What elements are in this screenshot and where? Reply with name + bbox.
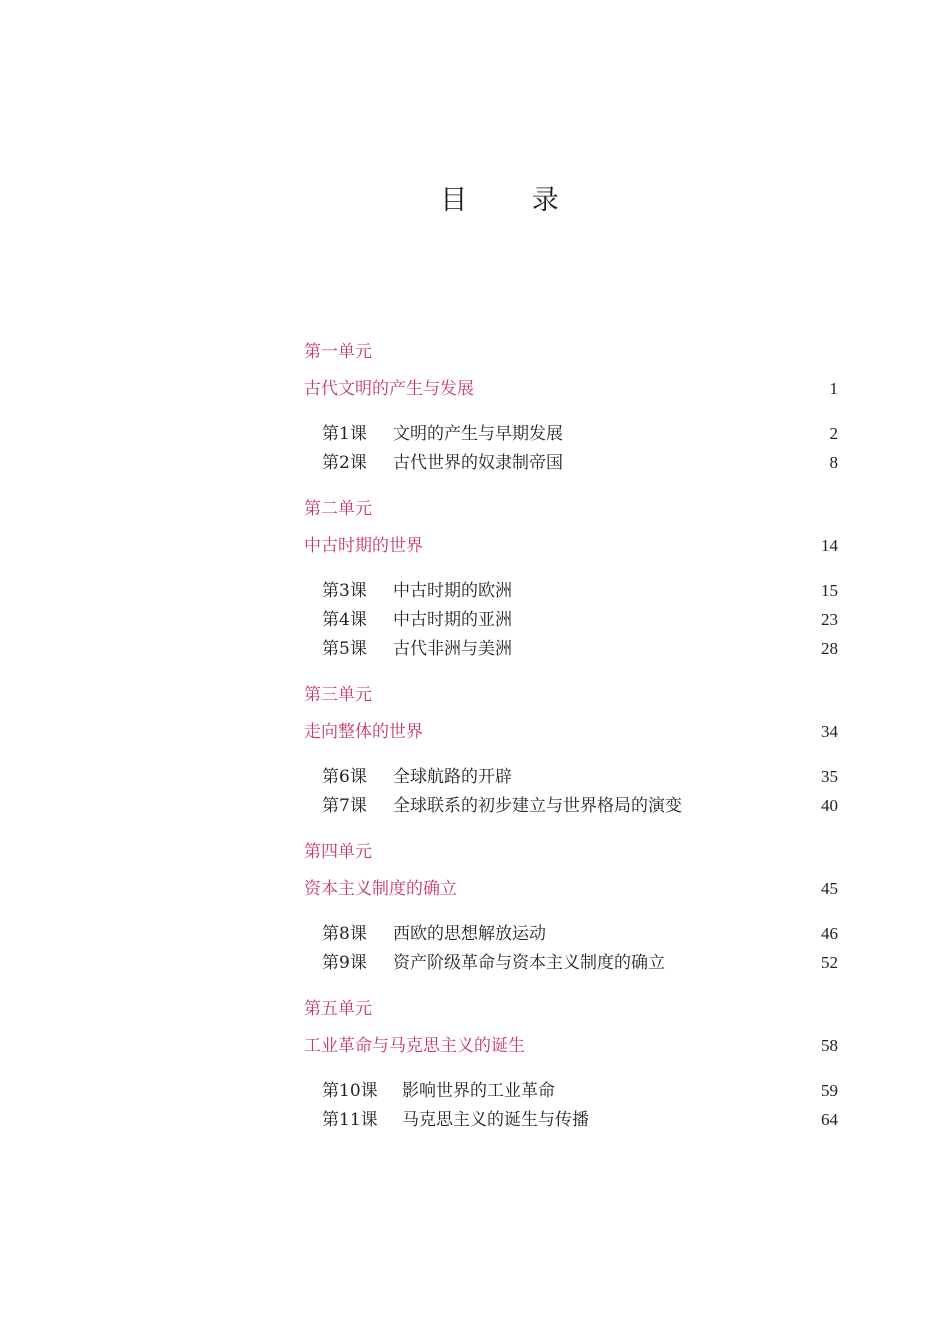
unit-title: 走向整体的世界 [304,722,423,742]
table-of-contents [304,340,838,1154]
lesson-number: 第4课 [322,610,367,630]
lesson-page-number: 28 [821,639,838,658]
unit-3 [304,683,838,820]
lesson-number: 第6课 [322,767,367,787]
lesson-number: 第11课 [322,1110,378,1130]
lesson-row[interactable] [304,791,838,820]
lesson-title: 西欧的思想解放运动 [393,924,546,944]
lesson-title: 古代非洲与美洲 [393,639,512,659]
unit-heading-row[interactable] [304,719,838,744]
unit-page-number: 1 [829,379,838,398]
lesson-row[interactable] [304,576,838,605]
lesson-page-number: 2 [829,424,838,443]
lesson-title: 资产阶级革命与资本主义制度的确立 [393,953,665,973]
lesson-number: 第9课 [322,953,367,973]
lesson-title: 中古时期的欧洲 [393,581,512,601]
lesson-row[interactable] [304,634,838,663]
unit-page-number: 45 [821,879,838,898]
unit-title: 中古时期的世界 [304,536,423,556]
lesson-title: 古代世界的奴隶制帝国 [393,453,563,473]
unit-label: 第三单元 [304,685,372,705]
lesson-row[interactable] [304,1076,838,1105]
lesson-page-number: 40 [821,796,838,815]
lesson-title: 全球航路的开辟 [393,767,512,787]
lesson-page-number: 35 [821,767,838,786]
unit-heading-row[interactable] [304,876,838,901]
lesson-title: 中古时期的亚洲 [393,610,512,630]
unit-label: 第四单元 [304,842,372,862]
unit-2 [304,497,838,663]
lesson-number: 第7课 [322,796,367,816]
lesson-page-number: 46 [821,924,838,943]
lesson-number: 第8课 [322,924,367,944]
unit-heading-row[interactable] [304,376,838,401]
unit-title: 古代文明的产生与发展 [304,379,474,399]
lesson-row[interactable] [304,605,838,634]
lesson-title: 文明的产生与早期发展 [393,424,563,444]
page-title: 目 录 [440,185,587,216]
lesson-page-number: 15 [821,581,838,600]
unit-heading-row[interactable] [304,533,838,558]
lesson-page-number: 8 [829,453,838,472]
unit-page-number: 58 [821,1036,838,1055]
lesson-page-number: 23 [821,610,838,629]
unit-page-number: 34 [821,722,838,741]
lesson-row[interactable] [304,762,838,791]
lesson-title: 全球联系的初步建立与世界格局的演变 [393,796,682,816]
unit-label: 第二单元 [304,499,372,519]
unit-heading-row[interactable] [304,1033,838,1058]
lesson-number: 第3课 [322,581,367,601]
lesson-number: 第10课 [322,1081,378,1101]
lesson-number: 第5课 [322,639,367,659]
unit-title: 工业革命与马克思主义的诞生 [304,1036,525,1056]
lesson-row[interactable] [304,419,838,448]
lesson-number: 第1课 [322,424,367,444]
lesson-number: 第2课 [322,453,367,473]
lesson-title: 影响世界的工业革命 [402,1081,555,1101]
lesson-page-number: 64 [821,1110,838,1129]
unit-4 [304,840,838,977]
unit-title: 资本主义制度的确立 [304,879,457,899]
lesson-page-number: 59 [821,1081,838,1100]
unit-1 [304,340,838,477]
lesson-row[interactable] [304,948,838,977]
unit-page-number: 14 [821,536,838,555]
unit-5 [304,997,838,1134]
lesson-row[interactable] [304,919,838,948]
unit-label: 第一单元 [304,342,372,362]
lesson-row[interactable] [304,1105,838,1134]
unit-label: 第五单元 [304,999,372,1019]
lesson-page-number: 52 [821,953,838,972]
lesson-title: 马克思主义的诞生与传播 [402,1110,589,1130]
lesson-row[interactable] [304,448,838,477]
